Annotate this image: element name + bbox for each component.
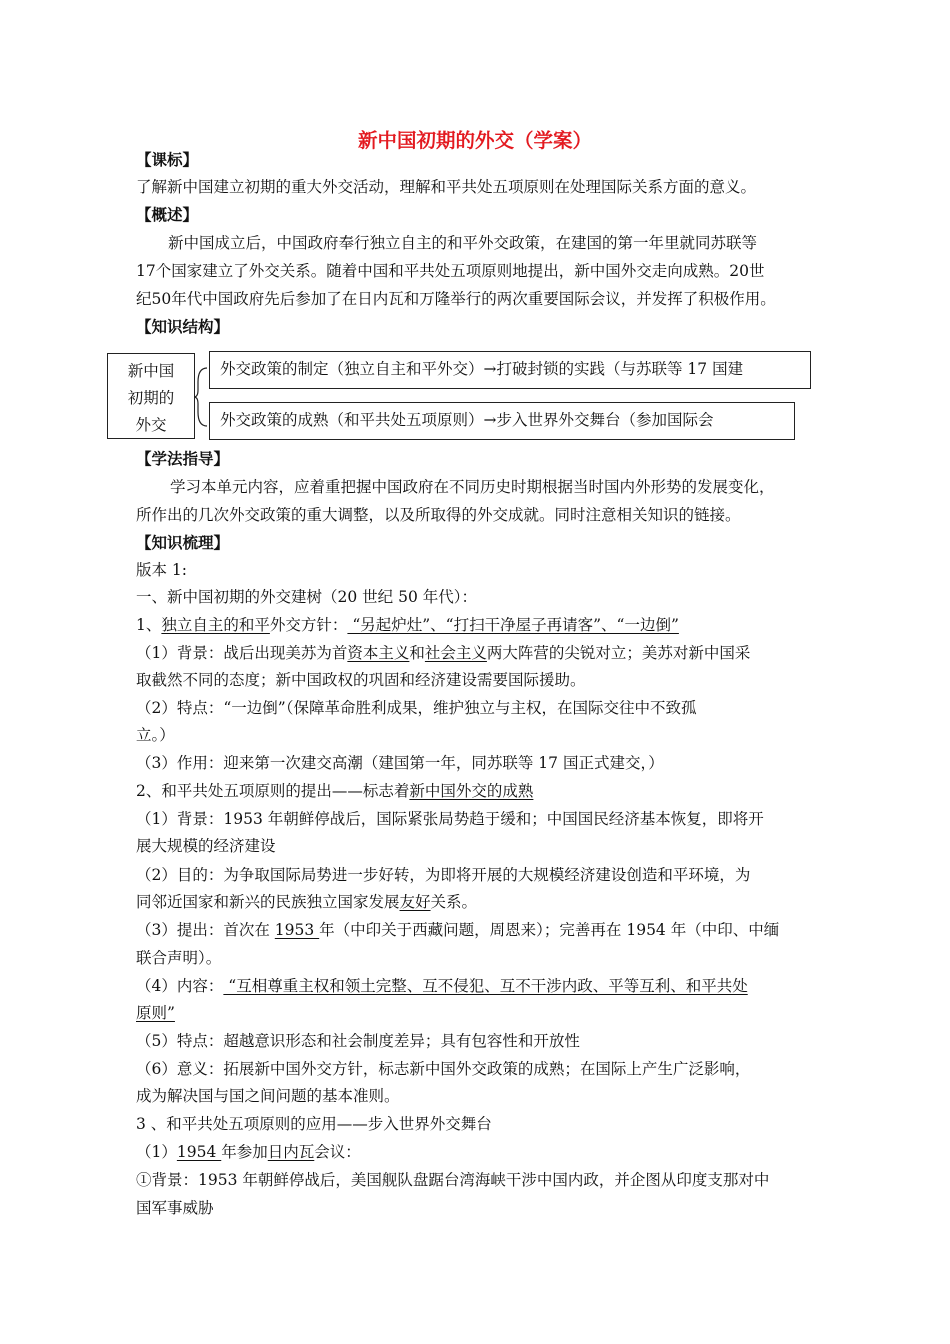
s3-1-prefix: （1） [136, 1143, 177, 1161]
s2-nr-line-2 [136, 1002, 175, 1024]
s2-prefix: 2、和平共处五项原则的提出——标志着 [136, 782, 410, 800]
s3-bg-line-1: ①背景：1953 年朝鲜停战后，美国舰队盘踞台湾海峡干涉中国内政，并企图从印度支那对中 [136, 1171, 770, 1189]
s2-bg-line-1: （1）背景：1953 年朝鲜停战后，国际紧张局势趋于缓和；中国国民经济基本恢复，即将开 [136, 810, 764, 828]
diagram-root-line-1: 新中国 [127, 362, 175, 380]
s2-underline: 新中国外交的成熟 [409, 782, 534, 800]
bg1-and: 和 [409, 644, 425, 662]
s2-md2-underline: 友好 [399, 893, 431, 911]
s3-1-underline-2: 日内瓦 [267, 1143, 315, 1161]
bg1-underline-1: 资本主义 [347, 644, 410, 662]
diagram-root-line-3: 外交 [135, 416, 167, 434]
kebiao-text: 了解新中国建立初期的重大外交活动，理解和平共处五项原则在处理国际关系方面的意义。 [136, 178, 757, 196]
td-line-1: （2）特点：“一边倒”（保障革命胜利成果，维护独立与主权，在国际交往中不致孤 [136, 699, 697, 717]
td-line-2: 立。） [136, 726, 175, 744]
s3-1-mid: 年参加 [221, 1143, 268, 1161]
s3-1-post: 会议： [314, 1143, 361, 1161]
s2-tc-line-2: 联合声明）。 [136, 949, 222, 967]
s1-1-mid: 外交方针： [269, 616, 348, 634]
xuefa-line-2: 所作出的几次外交政策的重大调整，以及所取得的外交成就。同时注意相关知识的链接。 [136, 506, 741, 524]
bg1-line-1 [136, 642, 750, 664]
gaishu-line-1: 新中国成立后，中国政府奉行独立自主的和平外交政策，在建国的第一年里就同苏联等 [168, 234, 758, 252]
section-3-title: 3 、和平共处五项原则的应用——步入世界外交舞台 [136, 1115, 492, 1133]
bg1-prefix: （1）背景：战后出现美苏为首 [136, 644, 348, 662]
bg1-underline-2: 社会主义 [424, 644, 487, 662]
s1-1-underline-2: “另起炉灶”、“打扫干净屋子再请客”、“一边倒” [347, 616, 679, 634]
diagram-root-line-2: 初期的 [127, 389, 175, 407]
s3-1-underline-1: 1954 [176, 1143, 222, 1161]
s2-tc-line-1 [136, 919, 779, 941]
s2-md-line-2 [136, 891, 477, 913]
gaishu-heading: 【概述】 [136, 206, 199, 224]
kebiao-heading: 【课标】 [136, 151, 199, 169]
s2-nr-line-1 [136, 975, 748, 997]
gaishu-line-3: 纪50年代中国政府先后参加了在日内瓦和万隆举行的两次重要国际会议，并发挥了积极作用。 [136, 290, 776, 308]
section-1-1 [136, 614, 679, 636]
section-2-title [136, 780, 533, 802]
s2-md-line-1: （2）目的：为争取国际局势进一步好转，为即将开展的大规模经济建设创造和平环境，为 [136, 866, 751, 884]
diagram-top-box: 外交政策的制定（独立自主和平外交）→打破封锁的实践（与苏联等 17 国建 [209, 351, 811, 389]
page-title: 新中国初期的外交（学案） [357, 129, 592, 152]
version-label: 版本 1: [136, 561, 188, 579]
s2-md2-prefix: 同邻近国家和新兴的民族独立国家发展 [136, 893, 400, 911]
s1-1-underline-1: 独立自主的和平 [161, 616, 270, 634]
shuli-heading: 【知识梳理】 [136, 534, 230, 552]
xuefa-line-1: 学习本单元内容，应着重把握中国政府在不同历史时期根据当时国内外形势的发展变化， [170, 478, 775, 496]
s3-1-line [136, 1141, 361, 1163]
section-1-title: 一、新中国初期的外交建树（20 世纪 50 年代）： [136, 588, 477, 606]
s2-tc1-post: 年（中印关于西藏问题，周恩来）；完善再在 1954 年（中印、中缅 [319, 921, 780, 939]
s1-1-prefix: 1、 [136, 616, 162, 634]
s2-bg-line-2: 展大规模的经济建设 [136, 837, 276, 855]
diagram-bottom-box: 外交政策的成熟（和平共处五项原则）→步入世界外交舞台（参加国际会 [209, 402, 795, 440]
s2-tc1-prefix: （3）提出：首次在 [136, 921, 275, 939]
s2-yy-line-1: （6）意义：拓展新中国外交方针，标志新中国外交政策的成熟；在国际上产生广泛影响， [136, 1060, 751, 1078]
s2-nr1-prefix: （4）内容： [136, 977, 224, 995]
xuefa-heading: 【学法指导】 [136, 450, 230, 468]
diagram-root-box [107, 353, 195, 439]
gaishu-line-2: 17个国家建立了外交关系。随着中国和平共处五项原则地提出，新中国外交走向成熟。20世 [136, 262, 765, 280]
zhishi-heading: 【知识结构】 [136, 318, 230, 336]
s2-nr2-underline: 原则” [136, 1004, 175, 1022]
zy-line: （3）作用：迎来第一次建交高潮（建国第一年，同苏联等 17 国正式建交，） [136, 754, 664, 772]
bg1-line-2: 取截然不同的态度；新中国政权的巩固和经济建设需要国际援助。 [136, 671, 586, 689]
s2-nr1-underline: “互相尊重主权和领土完整、互不侵犯、互不干涉内政、平等互利、和平共处 [223, 977, 748, 995]
s2-td-line: （5）特点：超越意识形态和社会制度差异；具有包容性和开放性 [136, 1032, 580, 1050]
s2-yy-line-2: 成为解决国与国之间问题的基本准则。 [136, 1087, 400, 1105]
s3-bg-line-2: 国军事威胁 [136, 1199, 214, 1217]
bg1-post: 两大阵营的尖锐对立；美苏对新中国采 [486, 644, 751, 662]
s2-tc1-underline: 1953 [274, 921, 320, 939]
s2-md2-post: 关系。 [430, 893, 478, 911]
